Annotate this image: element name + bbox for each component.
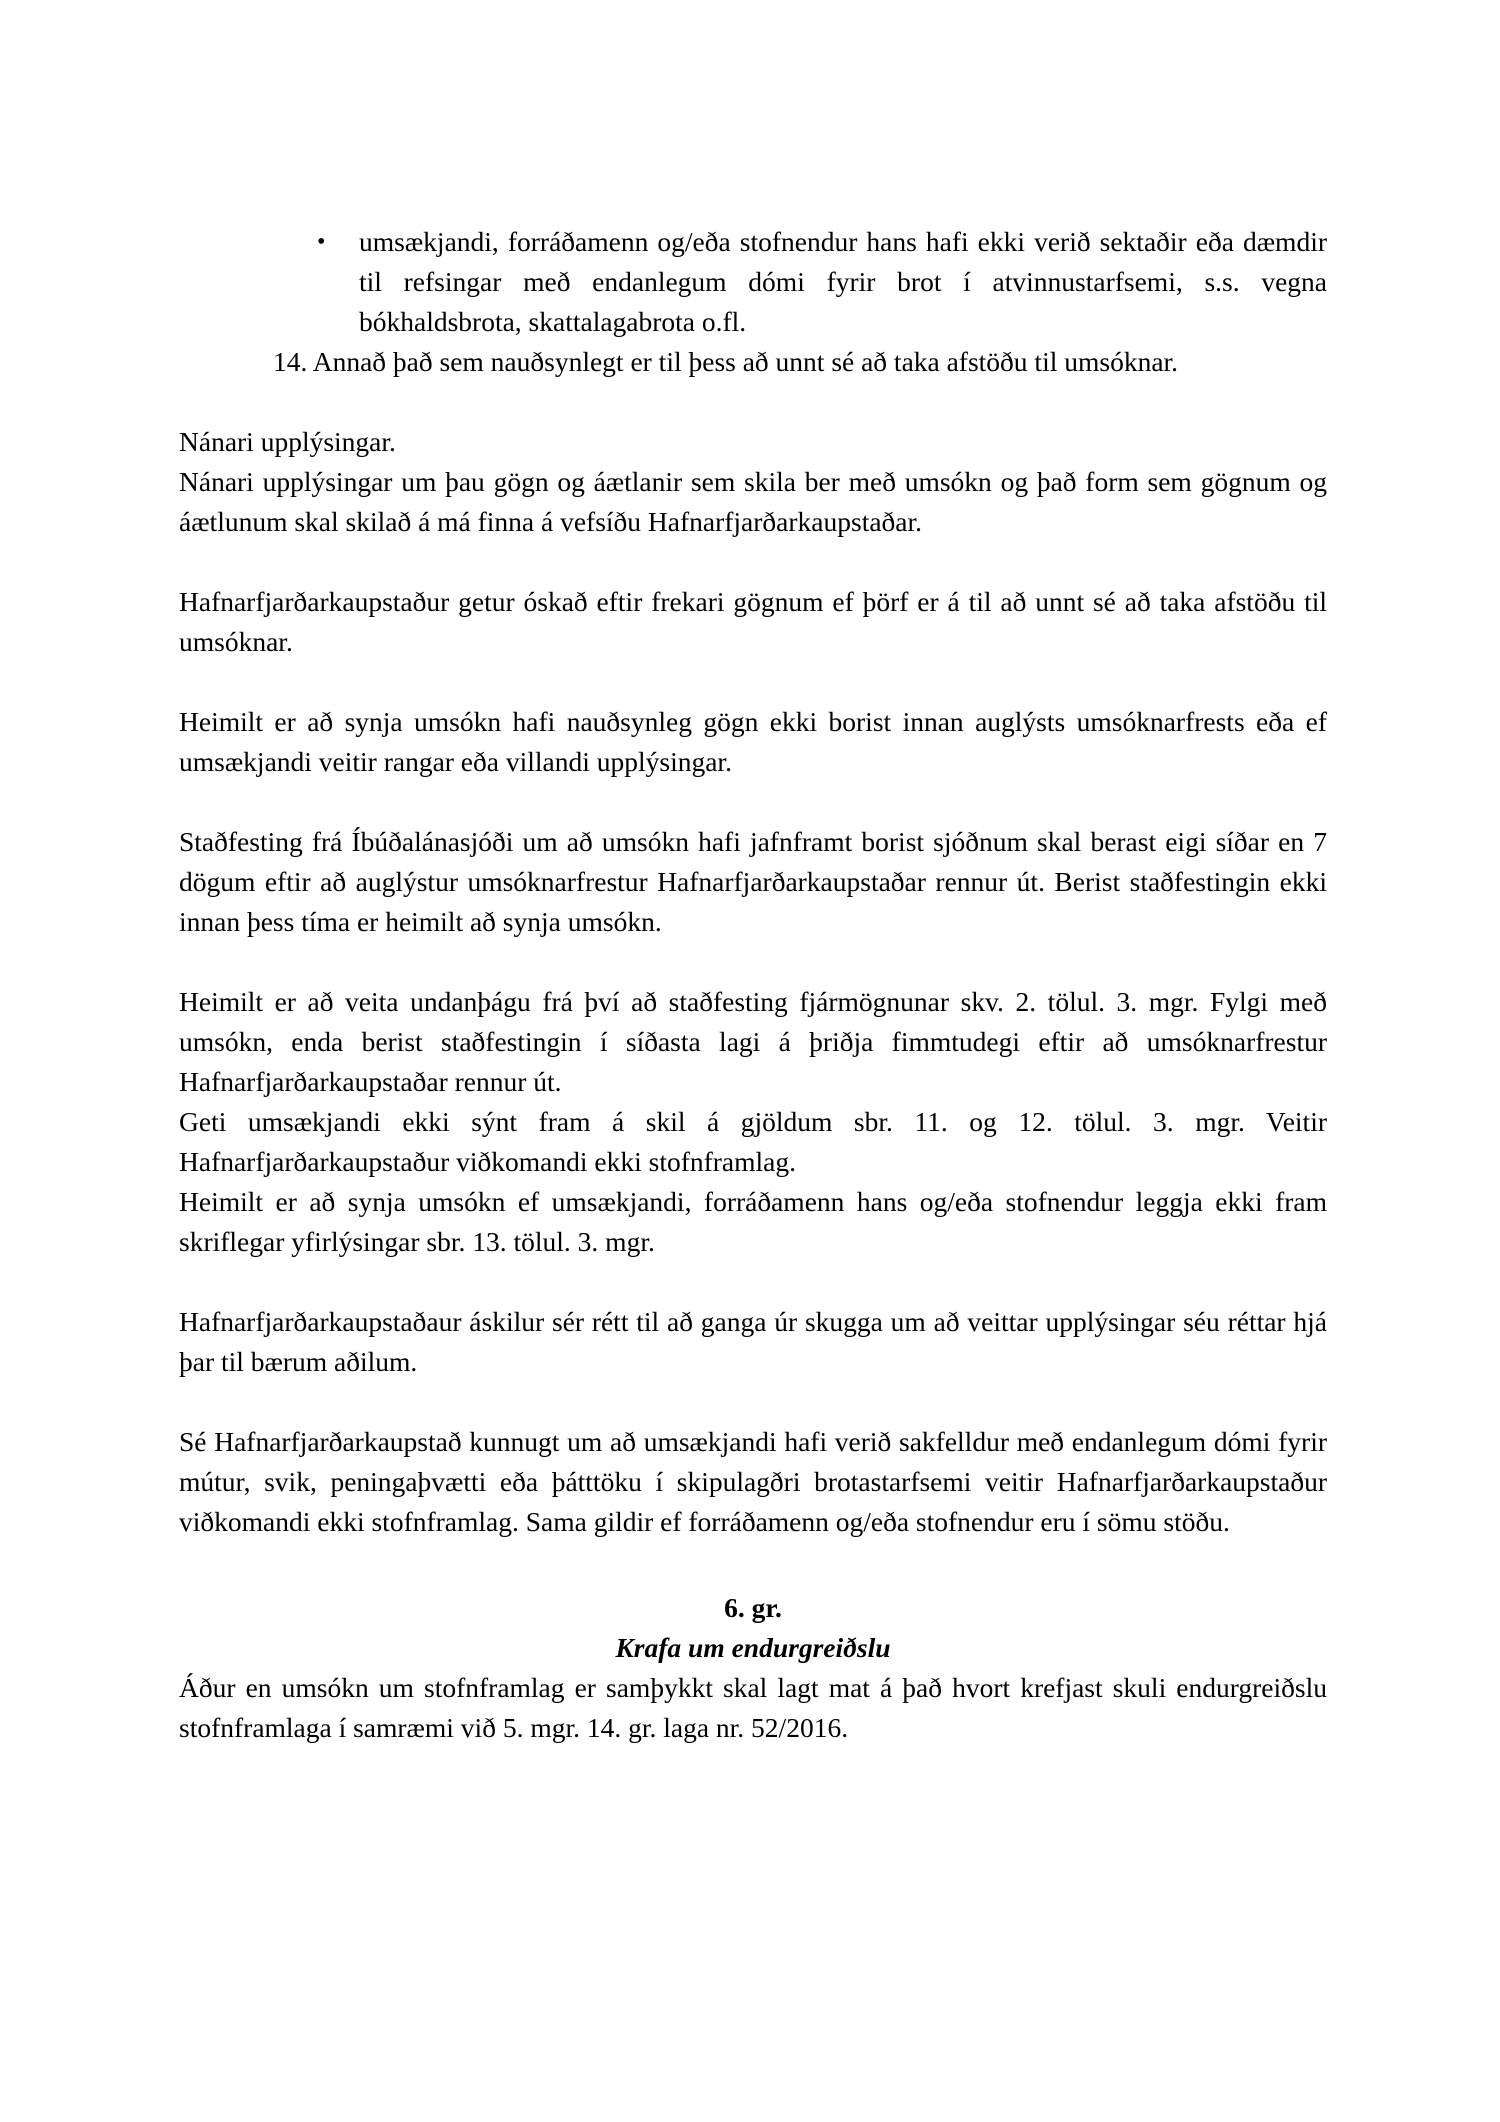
bullet-symbol: • <box>317 229 326 255</box>
paragraph: Geti umsækjandi ekki sýnt fram á skil á gjöldum sbr. 11. og 12. tölul. 3. mgr. Veitir Hafnarfjarðarkaupstaður viðkomandi ekki stofnframlag. <box>179 1106 1327 1177</box>
paragraph: Heimilt er að synja umsókn ef umsækjandi, forráðamenn hans og/eða stofnendur leggja ekki fram skriflegar yfirlýsingar sbr. 13. tölul. 3. mgr. <box>179 1186 1327 1257</box>
paragraph: Heimilt er að synja umsókn hafi nauðsynleg gögn ekki borist innan auglýsts umsóknarfrests eða ef umsækjandi veitir rangar eða villandi upplýsingar. <box>179 706 1327 777</box>
paragraph: Heimilt er að veita undanþágu frá því að staðfesting fjármögnunar skv. 2. tölul. 3. mgr. Fylgi með umsókn, enda berist staðfestingin í síðasta lagi á þriðja fimmtudegi eftir að umsóknarfrestur Hafnarfjarðarkaupstaðar rennur út. <box>179 986 1327 1097</box>
paragraph: Sé Hafnarfjarðarkaupstað kunnugt um að umsækjandi hafi verið sakfelldur með endanlegum dómi fyrir mútur, svik, peningaþvætti eða þátttöku í skipulagðri brotastarfsemi veitir Hafnarfjarðarkaupstaður viðkomandi ekki stofnframlag. Sama gildir ef forráðamenn og/eða stofnendur eru í sömu stöðu. <box>179 1426 1327 1537</box>
paragraph: Hafnarfjarðarkaupstaðaur áskilur sér rétt til að ganga úr skugga um að veittar upplýsingar séu réttar hjá þar til bærum aðilum. <box>179 1306 1327 1377</box>
section-number: 6. gr. <box>724 1592 782 1623</box>
item-number: 14. <box>273 346 308 377</box>
bullet-item <box>317 222 1327 342</box>
numbered-item <box>273 342 1327 382</box>
section-body: Áður en umsókn um stofnframlag er samþykkt skal lagt mat á það hvort krefjast skuli endurgreiðslu stofnframlaga í samræmi við 5. mgr. 14. gr. laga nr. 52/2016. <box>179 1672 1327 1743</box>
document-body <box>179 222 1327 1748</box>
paragraph-heading: Nánari upplýsingar. <box>179 426 396 457</box>
bullet-text: umsækjandi, forráðamenn og/eða stofnendur hans hafi ekki verið sektaðir eða dæmdir til refsingar með endanlegum dómi fyrir brot í atvinnustarfsemi, s.s. vegna bókhaldsbrota, skattalagabrota o.fl. <box>359 226 1327 337</box>
paragraph: Nánari upplýsingar um þau gögn og áætlanir sem skila ber með umsókn og það form sem gögnum og áætlunum skal skilað á má finna á vefsíðu Hafnarfjarðarkaupstaðar. <box>179 466 1327 537</box>
section-title: Krafa um endurgreiðslu <box>615 1632 891 1663</box>
paragraph: Staðfesting frá Íbúðalánasjóði um að umsókn hafi jafnframt borist sjóðnum skal berast eigi síðar en 7 dögum eftir að auglýstur umsóknarfrestur Hafnarfjarðarkaupstaðar rennur út. Berist staðfestingin ekki innan þess tíma er heimilt að synja umsókn. <box>179 826 1327 937</box>
item-text: Annað það sem nauðsynlegt er til þess að unnt sé að taka afstöðu til umsóknar. <box>312 346 1179 377</box>
paragraph: Hafnarfjarðarkaupstaður getur óskað eftir frekari gögnum ef þörf er á til að unnt sé að taka afstöðu til umsóknar. <box>179 586 1327 657</box>
